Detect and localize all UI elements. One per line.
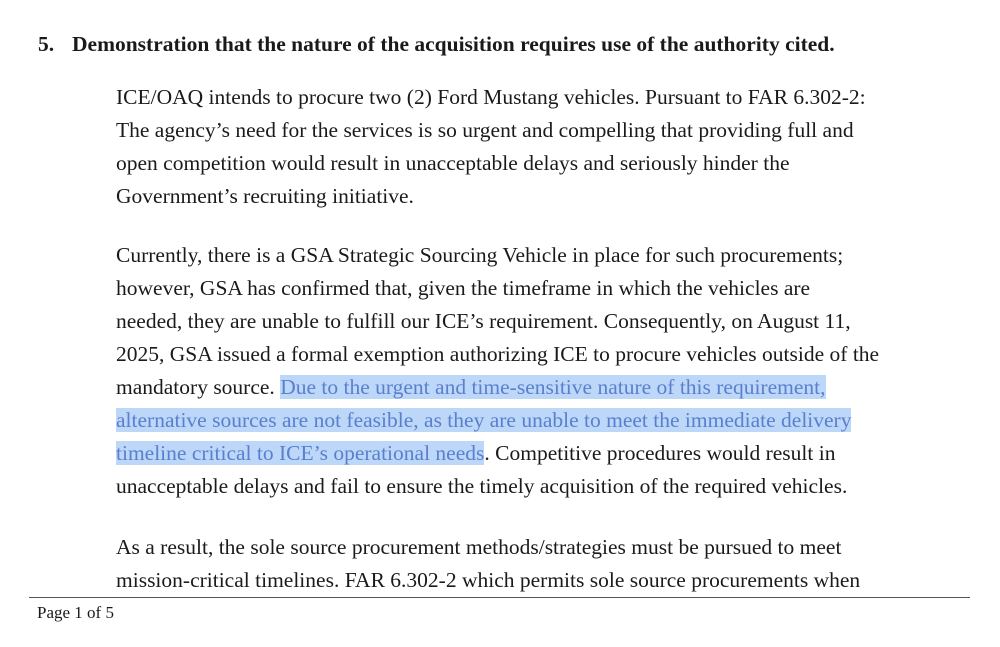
text-line: mandatory source. bbox=[116, 375, 281, 399]
text-line: As a result, the sole source procurement methods/strategies must be pursued to meet bbox=[116, 535, 842, 559]
text-line: Currently, there is a GSA Strategic Sourcing Vehicle in place for such procurements; bbox=[116, 243, 844, 267]
selected-text[interactable]: timeline critical to ICE’s operational needs bbox=[116, 441, 485, 465]
selected-text[interactable]: alternative sources are not feasible, as they are unable to meet the immediate delivery bbox=[116, 408, 852, 432]
text-line: The agency’s need for the services is so urgent and compelling that providing full and bbox=[116, 118, 854, 142]
text-line: mission-critical timelines. FAR 6.302-2 which permits sole source procurements when bbox=[116, 568, 861, 592]
section-title: Demonstration that the nature of the acquisition requires use of the authority cited. bbox=[72, 32, 835, 56]
paragraph-sole-source[interactable] bbox=[116, 531, 976, 597]
section-heading bbox=[38, 29, 835, 59]
text-line: . Competitive procedures would result in bbox=[484, 441, 836, 465]
text-line: Government’s recruiting initiative. bbox=[116, 184, 414, 208]
footer-divider bbox=[29, 597, 970, 598]
text-line: unacceptable delays and fail to ensure the timely acquisition of the required vehicles. bbox=[116, 474, 848, 498]
text-line: 2025, GSA issued a formal exemption authorizing ICE to procure vehicles outside of the bbox=[116, 342, 880, 366]
text-line: ICE/OAQ intends to procure two (2) Ford Mustang vehicles. Pursuant to FAR 6.302-2: bbox=[116, 85, 866, 109]
paragraph-intent[interactable] bbox=[116, 81, 976, 213]
selected-text[interactable]: Due to the urgent and time-sensitive nature of this requirement, bbox=[280, 375, 826, 399]
text-line: open competition would result in unacceptable delays and seriously hinder the bbox=[116, 151, 790, 175]
page-number: Page 1 of 5 bbox=[37, 603, 114, 622]
paragraph-gsa-exemption[interactable] bbox=[116, 239, 976, 503]
section-number: 5. bbox=[38, 32, 55, 56]
text-line: however, GSA has confirmed that, given the timeframe in which the vehicles are bbox=[116, 276, 811, 300]
text-line: needed, they are unable to fulfill our ICE’s requirement. Consequently, on August 11, bbox=[116, 309, 851, 333]
